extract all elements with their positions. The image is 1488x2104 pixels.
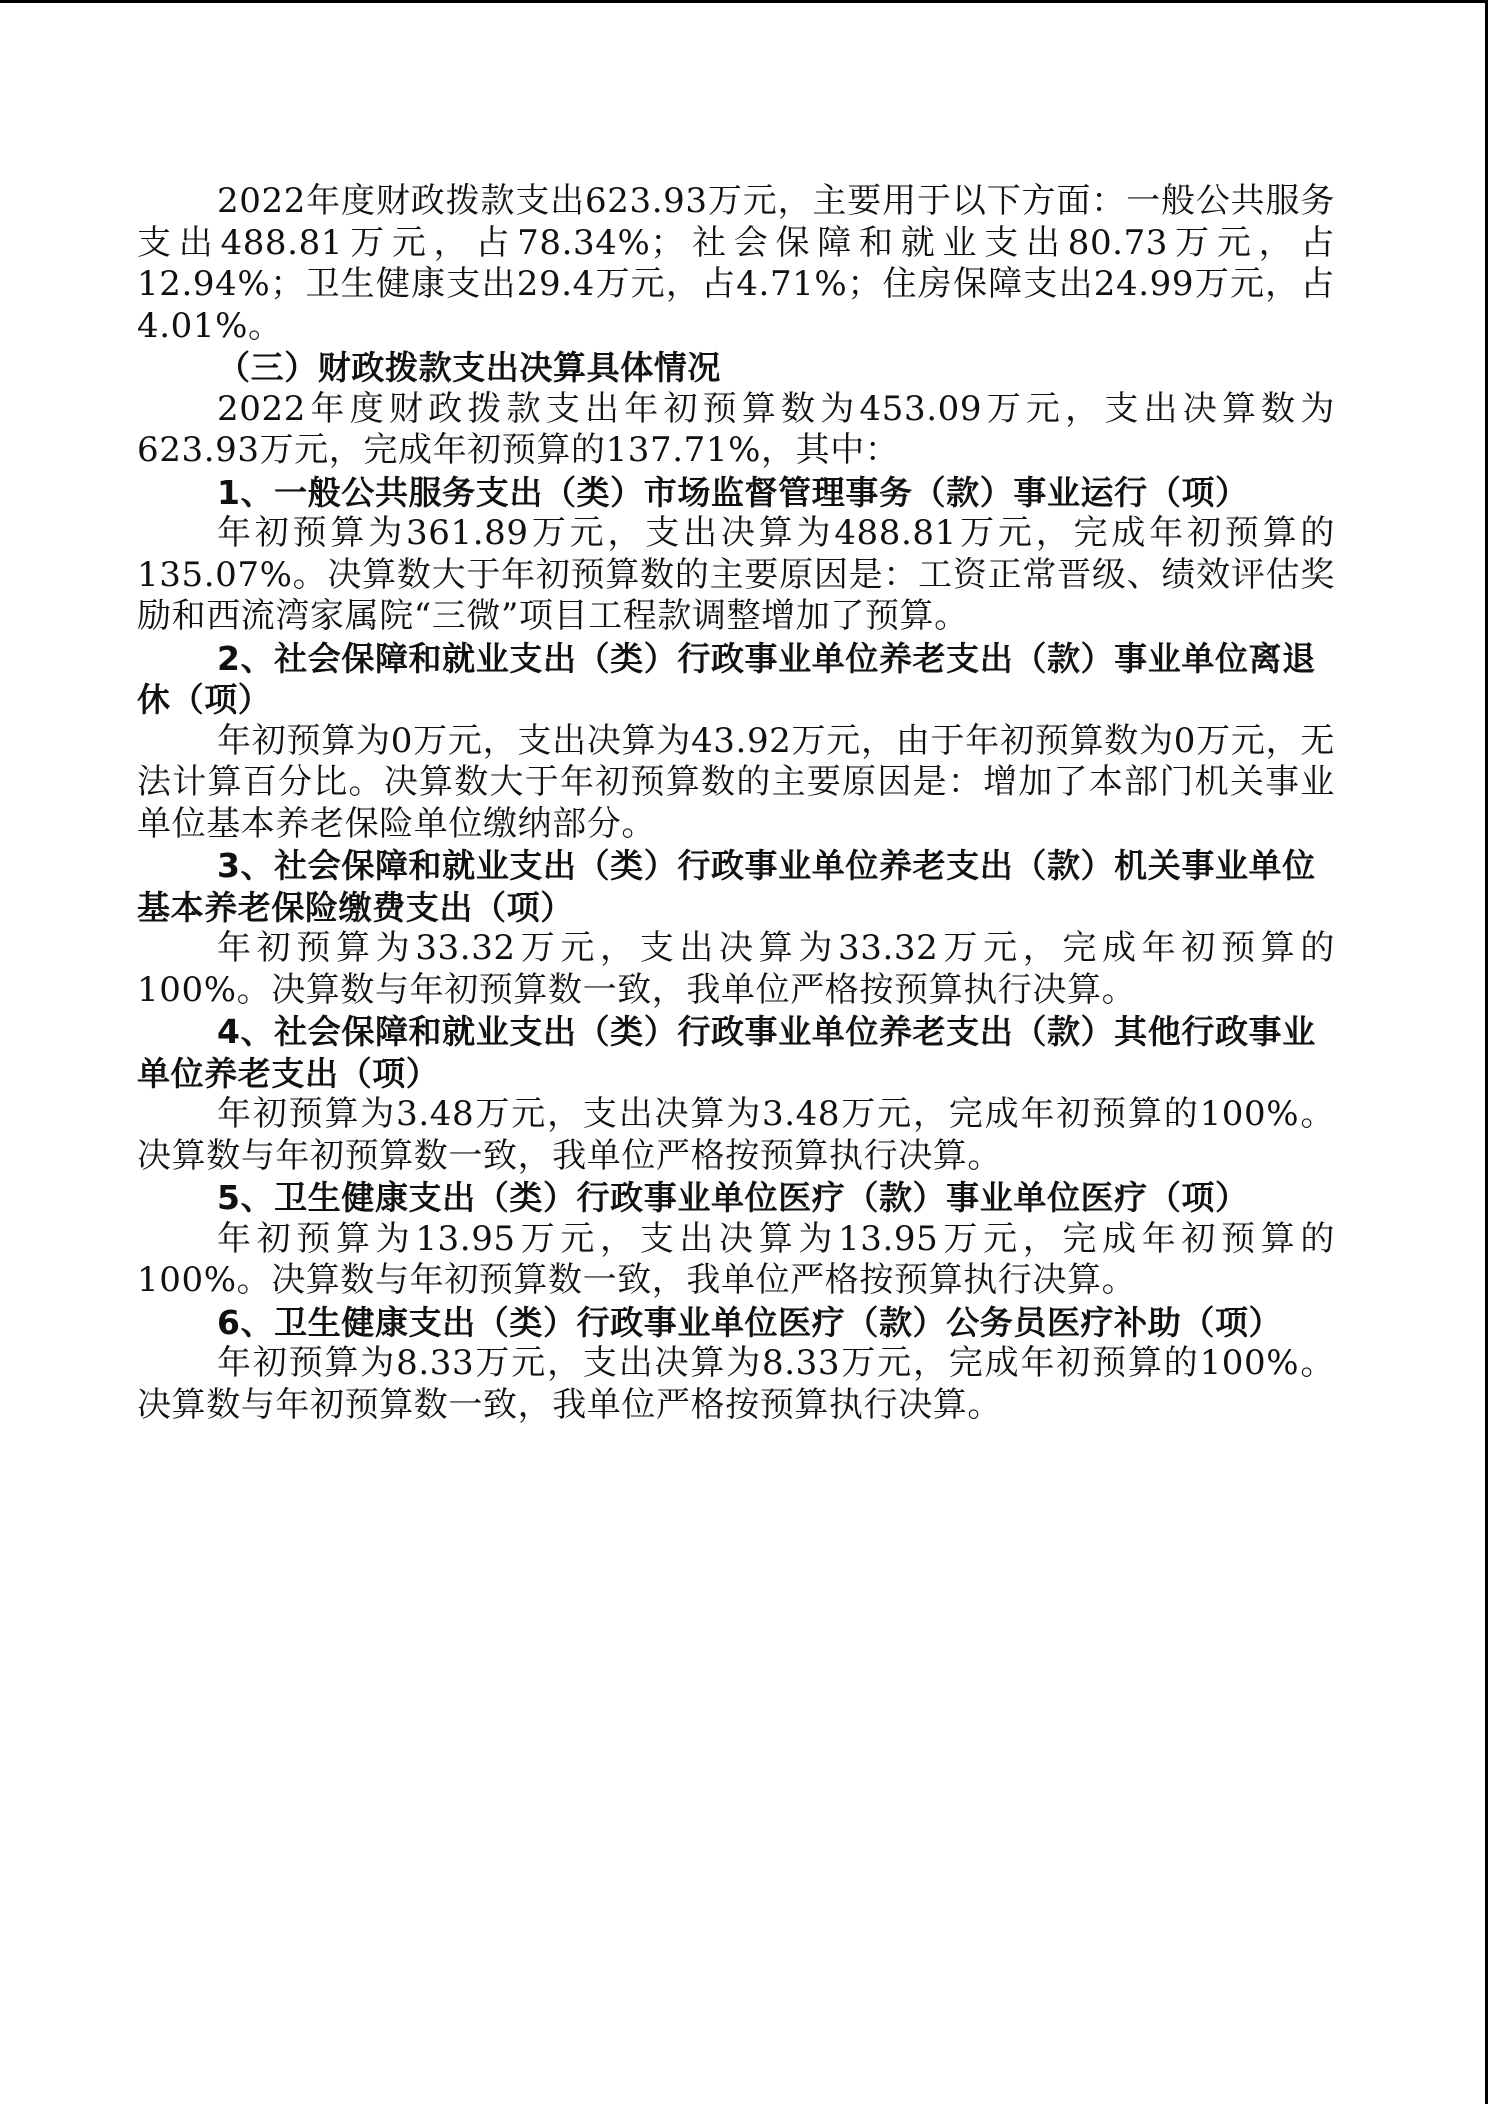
intro-paragraph: 2022年度财政拨款支出623.93万元，主要用于以下方面：一般公共服务支出488.81万元，占78.34%；社会保障和就业支出80.73万元，占12.94%；卫生健康支出29.4万元，占4.71%；住房保障支出24.99万元，占4.01%。 xyxy=(137,181,1335,346)
item-heading-4: 4、社会保障和就业支出（类）行政事业单位养老支出（款）其他行政事业单位养老支出（项） xyxy=(137,1012,1316,1093)
item-body-6: 年初预算为8.33万元，支出决算为8.33万元，完成年初预算的100%。决算数与年初预算数一致，我单位严格按预算执行决算。 xyxy=(137,1343,1335,1425)
item-heading-6: 6、卫生健康支出（类）行政事业单位医疗（款）公务员医疗补助（项） xyxy=(217,1302,1283,1342)
item-body-2: 年初预算为0万元，支出决算为43.92万元，由于年初预算数为0万元，无法计算百分比。决算数大于年初预算数的主要原因是：增加了本部门机关事业单位基本养老保险单位缴纳部分。 xyxy=(137,720,1335,844)
section-heading: （三）财政拨款支出决算具体情况 xyxy=(217,348,721,387)
item-heading-2: 2、社会保障和就业支出（类）行政事业单位养老支出（款）事业单位离退休（项） xyxy=(137,638,1316,719)
item-body-5: 年初预算为13.95万元，支出决算为13.95万元，完成年初预算的100%。决算数与年初预算数一致，我单位严格按预算执行决算。 xyxy=(137,1218,1335,1300)
document-body xyxy=(137,181,1335,1426)
item-body-3: 年初预算为33.32万元，支出决算为33.32万元，完成年初预算的100%。决算数与年初预算数一致，我单位严格按预算执行决算。 xyxy=(137,928,1335,1010)
item-heading-5: 5、卫生健康支出（类）行政事业单位医疗（款）事业单位医疗（项） xyxy=(217,1178,1249,1217)
item-body-4: 年初预算为3.48万元，支出决算为3.48万元，完成年初预算的100%。决算数与年初预算数一致，我单位严格按预算执行决算。 xyxy=(137,1094,1335,1176)
item-body-1: 年初预算为361.89万元，支出决算为488.81万元，完成年初预算的135.07%。决算数大于年初预算数的主要原因是：工资正常晋级、绩效评估奖励和西流湾家属院“三微”项目工程款调整增加了预算。 xyxy=(137,513,1335,636)
item-heading-1: 1、一般公共服务支出（类）市场监督管理事务（款）事业运行（项） xyxy=(217,472,1249,512)
page-top-border xyxy=(0,0,1488,3)
section-intro: 2022年度财政拨款支出年初预算数为453.09万元，支出决算数为623.93万元，完成年初预算的137.71%，其中： xyxy=(137,388,1335,470)
item-heading-3: 3、社会保障和就业支出（类）行政事业单位养老支出（款）机关事业单位基本养老保险缴费支出（项） xyxy=(137,846,1316,927)
